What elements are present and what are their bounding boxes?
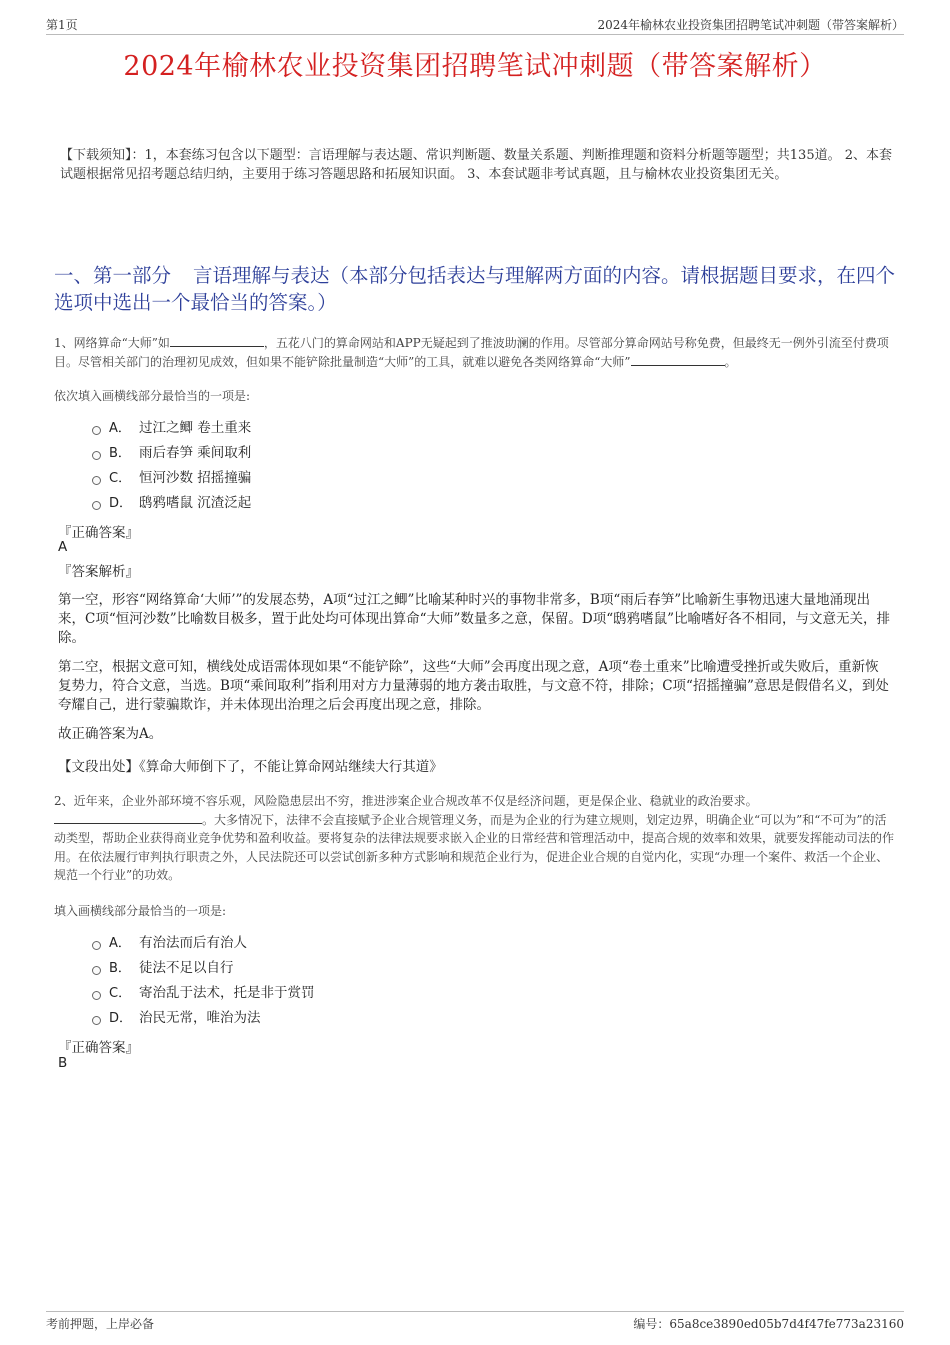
question-2-options (92, 931, 315, 1031)
option-c[interactable]: C． 寄治乱于法术，托是非于赏罚 (92, 981, 315, 1006)
section-text: 言语理解与表达（本部分包括表达与理解两方面的内容。请根据题目要求，在四个选项中选出一个最恰当的答案。） (54, 264, 896, 314)
correct-answer: A (58, 539, 68, 555)
correct-answer-label: 『正确答案』 (58, 1040, 139, 1056)
option-a[interactable]: A． 过江之鲫 卷土重来 (92, 416, 251, 441)
answer-blank (54, 811, 202, 824)
radio-icon[interactable] (92, 426, 101, 435)
page-number: 第1页 (46, 18, 78, 32)
text-source: 【文段出处】《算命大师倒下了，不能让算命网站继续大行其道》 (58, 759, 443, 775)
option-d[interactable]: D． 鸱鸦嗜鼠 沉渣泛起 (92, 491, 251, 516)
answer-blank (631, 353, 725, 366)
radio-icon[interactable] (92, 966, 101, 975)
document-id: 编号：65a8ce3890ed05b7d4f47fe773a23160 (633, 1317, 904, 1331)
header-doc-title: 2024年榆林农业投资集团招聘笔试冲刺题（带答案解析） (597, 18, 904, 32)
section-number: 一、第一部分 (54, 264, 172, 287)
option-b[interactable]: B． 徒法不足以自行 (92, 956, 315, 981)
page-header (46, 14, 904, 35)
analysis-paragraph: 第一空，形容“网络算命‘大师’”的发展态势，A项“过江之鲫”比喻某种时兴的事物非常多，B项“雨后春笋”比喻新生事物迅速大量地涌现出来，C项“恒河沙数”比喻数目极多，置于此处均可体现出算命“大师”数量多之意，保留。D项“鸱鸦嗜鼠”比喻嗜好各不相同，与文意无关，排除。 (58, 592, 891, 646)
option-d[interactable]: D． 治民无常，唯治为法 (92, 1006, 315, 1031)
answer-blank (170, 334, 264, 347)
radio-icon[interactable] (92, 501, 101, 510)
correct-answer-label: 『正确答案』 (58, 525, 139, 541)
option-c[interactable]: C． 恒河沙数 招摇撞骗 (92, 466, 251, 491)
radio-icon[interactable] (92, 451, 101, 460)
question-2-text: 2、近年来，企业外部环境不容乐观，风险隐患层出不穷，推进涉案企业合规改革不仅是经济问题，更是保企业、稳就业的政治要求。 。大多情况下，法律不会直接赋予企业合规管理义务，而是为企业的行为建立规则，划定边界，明确企业“可以为”和“不可为”的活动类型，帮助企业获得商业竞争优势和盈利收益。要将复杂的法律法规要求嵌入企业的日常经营和管理活动中，提高合规的效率和效果，就要发挥能动司法的作用。在依法履行审判执行职责之外，人民法院还可以尝试创新多种方式影响和规范企业行为，促进企业合规的自觉内化，实现“办理一个案件、救活一个企业、规范一个行业”的功效。 (54, 794, 895, 882)
analysis-label: 『答案解析』 (58, 564, 139, 580)
option-a[interactable]: A． 有治法而后有治人 (92, 931, 315, 956)
question-1-text: 1、网络算命“大师”如 ，五花八门的算命网站和APP无疑起到了推波助澜的作用。尽管部分算命网站号称免费，但最终无一例外引流至付费项目。尽管相关部门的治理初见成效，但如果不能铲除批量制造“大师”的工具，就难以避免各类网络算命“大师” 。 (54, 336, 889, 369)
radio-icon[interactable] (92, 991, 101, 1000)
option-b[interactable]: B． 雨后春笋 乘间取利 (92, 441, 251, 466)
download-notice: 【下载须知】：1，本套练习包含以下题型：言语理解与表达题、常识判断题、数量关系题、判断推理题和资料分析题等题型；共135道。 2、本套试题根据常见招考题总结归纳，主要用于练习答题思路和拓展知识面。 3、本套试题非考试真题，且与榆林农业投资集团无关。 (60, 148, 892, 182)
radio-icon[interactable] (92, 1016, 101, 1025)
analysis-paragraph: 第二空，根据文意可知，横线处成语需体现如果“不能铲除”，这些“大师”会再度出现之意，A项“卷土重来”比喻遭受挫折或失败后，重新恢复势力，符合文意，当选。B项“乘间取利”指利用对方力量薄弱的地方袭击取胜，与文意不符，排除；C项“招摇撞骗”意思是假借名义，到处夸耀自己，进行蒙骗欺诈，并未体现出治理之后会再度出现之意，排除。 (58, 659, 889, 713)
section-heading (54, 262, 896, 316)
question-1-options (92, 416, 251, 516)
document-title: 2024年榆林农业投资集团招聘笔试冲刺题（带答案解析） (123, 51, 827, 82)
page-footer (46, 1311, 904, 1334)
footer-slogan: 考前押题，上岸必备 (46, 1317, 155, 1331)
analysis-conclusion: 故正确答案为A。 (58, 726, 163, 742)
question-1-prompt: 依次填入画横线部分最恰当的一项是: (54, 389, 251, 403)
radio-icon[interactable] (92, 476, 101, 485)
question-2-prompt: 填入画横线部分最恰当的一项是: (54, 904, 227, 918)
radio-icon[interactable] (92, 941, 101, 950)
correct-answer: B (58, 1055, 68, 1071)
